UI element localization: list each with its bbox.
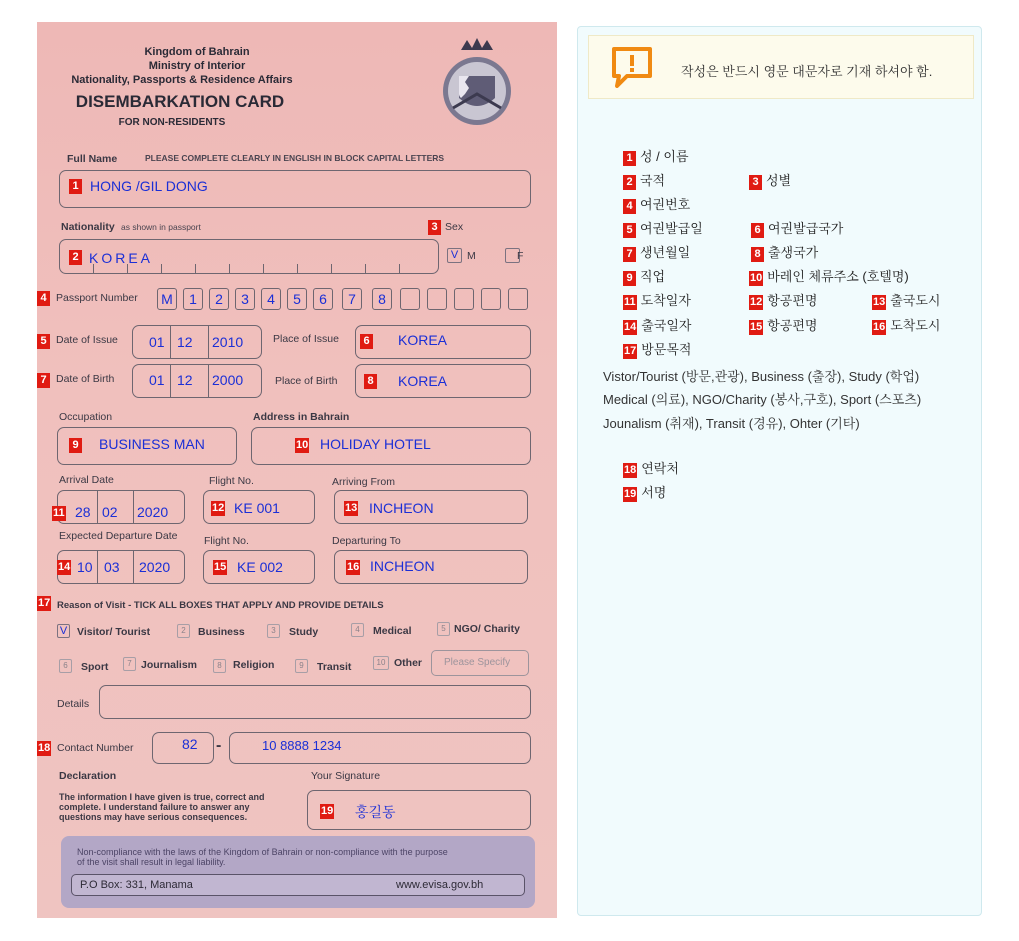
badge-10: 10 <box>296 439 309 451</box>
badge-9: 9 <box>69 438 82 453</box>
contact-label: Contact Number <box>57 742 134 754</box>
departure-flight-value: KE 002 <box>237 559 283 575</box>
badge-8: 8 <box>364 374 377 389</box>
declaration-text: The information I have given is true, correct and complete. I understand failure to answer any questions may have serious consequences. <box>59 792 265 822</box>
notice-text: 작성은 반드시 영문 대문자로 기재 하셔야 함. <box>681 64 933 79</box>
header-country: Kingdom of Bahrain <box>144 46 250 58</box>
badge-16: 16 <box>347 561 360 573</box>
guide-item-4: 4 여권번호 <box>623 194 690 214</box>
reason-medical-label: Medical <box>373 625 412 637</box>
exclamation-icon <box>611 46 653 88</box>
occupation-label: Occupation <box>59 411 113 423</box>
guide-item-5: 5 여권발급일 <box>623 218 703 238</box>
reason-sport-checkbox[interactable]: 6 <box>59 659 72 673</box>
arrival-month: 02 <box>102 504 118 520</box>
reason-label: Reason of Visit - TICK ALL BOXES THAT APPLY AND PROVIDE DETAILS <box>57 600 384 611</box>
address-label: Address in Bahrain <box>253 411 350 423</box>
reason-business-label: Business <box>198 626 245 638</box>
reason-other-checkbox[interactable]: 10 <box>373 656 389 670</box>
contact-dash: - <box>216 737 222 754</box>
contact-number: 10 8888 1234 <box>262 738 342 753</box>
departure-year: 2020 <box>139 559 171 575</box>
badge-18: 18 <box>38 742 51 754</box>
arrival-flight-value: KE 001 <box>234 500 280 516</box>
details-field[interactable] <box>99 685 531 719</box>
sex-male-checkbox[interactable]: V <box>447 248 462 263</box>
badge-3: 3 <box>428 220 441 235</box>
notice-box <box>588 35 974 99</box>
guide-item-6: 6 여권발급국가 <box>751 218 843 238</box>
passport-char-12[interactable] <box>454 288 474 310</box>
badge-13: 13 <box>345 502 358 514</box>
place-of-issue-value: KOREA <box>398 332 448 348</box>
guide-panel <box>577 26 982 916</box>
badge-14: 14 <box>58 561 71 573</box>
reason-business-checkbox[interactable]: 2 <box>177 624 190 638</box>
badge-7: 7 <box>37 373 50 388</box>
badge-1: 1 <box>69 179 82 194</box>
occupation-value: BUSINESS MAN <box>99 436 205 452</box>
guide-item-13: 13 출국도시 <box>873 293 941 308</box>
full-name-value: HONG /GIL DONG <box>90 178 208 194</box>
guide-item-8: 8 출생국가 <box>751 242 818 262</box>
passport-char-13[interactable] <box>481 288 501 310</box>
guide-item-1: 1 성 / 이름 <box>623 146 689 166</box>
arrival-flight-label: Flight No. <box>209 475 254 487</box>
guide-item-12: 12 항공편명 <box>750 293 818 308</box>
sex-female-label: F <box>517 250 524 262</box>
departure-flight-label: Flight No. <box>204 535 249 547</box>
guide-item-11: 11 도착일자 <box>624 293 691 308</box>
reason-journalism-label: Journalism <box>141 659 198 671</box>
passport-char-8[interactable]: 7 <box>342 288 362 310</box>
passport-char-3[interactable]: 2 <box>209 288 229 310</box>
badge-19: 19 <box>321 805 334 817</box>
badge-6: 6 <box>360 334 373 349</box>
place-of-birth-label: Place of Birth <box>275 375 338 387</box>
guide-item-7: 7 생년월일 <box>623 242 690 262</box>
guide-item-3: 3 성별 <box>749 170 791 190</box>
passport-char-7[interactable]: 6 <box>313 288 333 310</box>
badge-17: 17 <box>38 597 51 609</box>
reason-ngo-checkbox[interactable]: 5 <box>437 622 450 636</box>
passport-char-10[interactable] <box>400 288 420 310</box>
reason-transit-label: Transit <box>317 661 352 673</box>
birth-day: 01 <box>149 372 165 388</box>
sex-male-label: M <box>467 250 476 262</box>
arriving-from-value: INCHEON <box>369 500 434 516</box>
arriving-from-label: Arriving From <box>332 476 396 488</box>
guide-item-19: 19 서명 <box>624 485 667 500</box>
header-ministry: Ministry of Interior <box>148 60 246 72</box>
guide-item-18: 18 연락처 <box>624 461 679 476</box>
arrival-day: 28 <box>75 504 91 520</box>
badge-12: 12 <box>212 502 225 514</box>
passport-char-9[interactable]: 8 <box>372 288 392 310</box>
reason-visitor-checkbox[interactable]: V <box>57 624 70 638</box>
disembarkation-card <box>37 22 557 918</box>
footer-contact-bar <box>71 874 525 896</box>
date-of-birth-label: Date of Birth <box>56 373 115 385</box>
reason-study-checkbox[interactable]: 3 <box>267 624 280 638</box>
guide-item-9: 9 직업 <box>623 266 665 286</box>
passport-char-6[interactable]: 5 <box>287 288 307 310</box>
passport-char-5[interactable]: 4 <box>261 288 281 310</box>
nationality-value: KOREA <box>89 250 154 266</box>
nationality-note: as shown in passport <box>121 222 201 232</box>
bahrain-emblem-icon <box>439 36 515 128</box>
guide-item-17: 17 방문목적 <box>624 342 692 357</box>
place-of-birth-value: KOREA <box>398 373 448 389</box>
passport-char-1[interactable]: M <box>157 288 177 310</box>
departure-month: 03 <box>104 559 120 575</box>
full-name-label: Full Name <box>67 153 118 165</box>
reason-sport-label: Sport <box>81 661 109 673</box>
departure-date-label: Expected Departure Date <box>59 530 178 542</box>
passport-char-14[interactable] <box>508 288 528 310</box>
header-department: Nationality, Passports & Residence Affairs <box>71 74 293 86</box>
footer-website[interactable]: www.evisa.gov.bh <box>396 879 484 891</box>
card-subtitle: FOR NON-RESIDENTS <box>118 117 226 128</box>
badge-2: 2 <box>69 250 82 265</box>
footer-warning: Non-compliance with the laws of the Kingdom of Bahrain or non-compliance with the purpose of the visit shall result in legal liability. <box>77 847 448 867</box>
badge-5: 5 <box>37 334 50 349</box>
reason-visitor-label: Visitor/ Tourist <box>77 626 151 638</box>
reason-ngo-label: NGO/ Charity <box>454 623 520 635</box>
address-value: HOLIDAY HOTEL <box>320 436 431 452</box>
reason-medical-checkbox[interactable]: 4 <box>351 623 364 637</box>
signature-value: 홍길동 <box>355 804 396 820</box>
issue-day: 01 <box>149 334 165 350</box>
purpose-line-2: Medical (의료), NGO/Charity (봉사,구호), Sport (스포츠) <box>603 392 922 407</box>
specify-placeholder: Please Specify <box>444 657 511 668</box>
card-title: DISEMBARKATION CARD <box>75 92 285 111</box>
signature-field[interactable] <box>307 790 531 830</box>
birth-year: 2000 <box>212 372 244 388</box>
footer-box <box>61 836 535 908</box>
arrival-date-label: Arrival Date <box>59 474 114 486</box>
departure-day: 10 <box>77 559 93 575</box>
nationality-label: Nationality <box>61 221 115 233</box>
date-of-issue-label: Date of Issue <box>56 334 118 346</box>
reason-religion-label: Religion <box>233 659 275 671</box>
signature-label: Your Signature <box>311 770 381 782</box>
issue-year: 2010 <box>212 334 244 350</box>
full-name-instruction: PLEASE COMPLETE CLEARLY IN ENGLISH IN BLOCK CAPITAL LETTERS <box>145 153 445 163</box>
guide-item-14: 14 출국일자 <box>624 318 692 333</box>
departuring-to-value: INCHEON <box>370 558 435 574</box>
badge-4: 4 <box>37 291 50 306</box>
sex-label: Sex <box>445 221 464 233</box>
passport-label: Passport Number <box>56 292 138 304</box>
details-label: Details <box>57 698 90 710</box>
reason-other-specify-field[interactable] <box>431 650 529 676</box>
footer-po-box: P.O Box: 331, Manama <box>80 879 193 891</box>
purpose-line-3: Jounalism (취재), Transit (경유), Ohter (기타) <box>603 416 860 431</box>
guide-item-16: 16 도착도시 <box>873 318 941 333</box>
badge-11: 11 <box>53 507 65 519</box>
guide-item-10: 10 바레인 체류주소 (호텔명) <box>750 269 909 284</box>
passport-char-4[interactable]: 3 <box>235 288 255 310</box>
guide-item-2: 2 국적 <box>623 170 665 190</box>
place-of-issue-label: Place of Issue <box>273 333 339 345</box>
declaration-label: Declaration <box>59 770 117 782</box>
departuring-to-label: Departuring To <box>332 535 401 547</box>
reason-study-label: Study <box>289 626 319 638</box>
reason-transit-checkbox[interactable]: 9 <box>295 659 308 673</box>
contact-country-code: 82 <box>182 736 198 752</box>
passport-char-11[interactable] <box>427 288 447 310</box>
reason-religion-checkbox[interactable]: 8 <box>213 659 226 673</box>
reason-journalism-checkbox[interactable]: 7 <box>123 657 136 671</box>
reason-other-label: Other <box>394 657 423 669</box>
issue-month: 12 <box>177 334 193 350</box>
badge-15: 15 <box>214 561 227 573</box>
guide-item-15: 15 항공편명 <box>750 318 818 333</box>
birth-month: 12 <box>177 372 193 388</box>
arrival-year: 2020 <box>137 504 169 520</box>
purpose-line-1: Vistor/Tourist (방문,관광), Business (출장), Study (학업) <box>603 369 920 384</box>
passport-char-2[interactable]: 1 <box>183 288 203 310</box>
